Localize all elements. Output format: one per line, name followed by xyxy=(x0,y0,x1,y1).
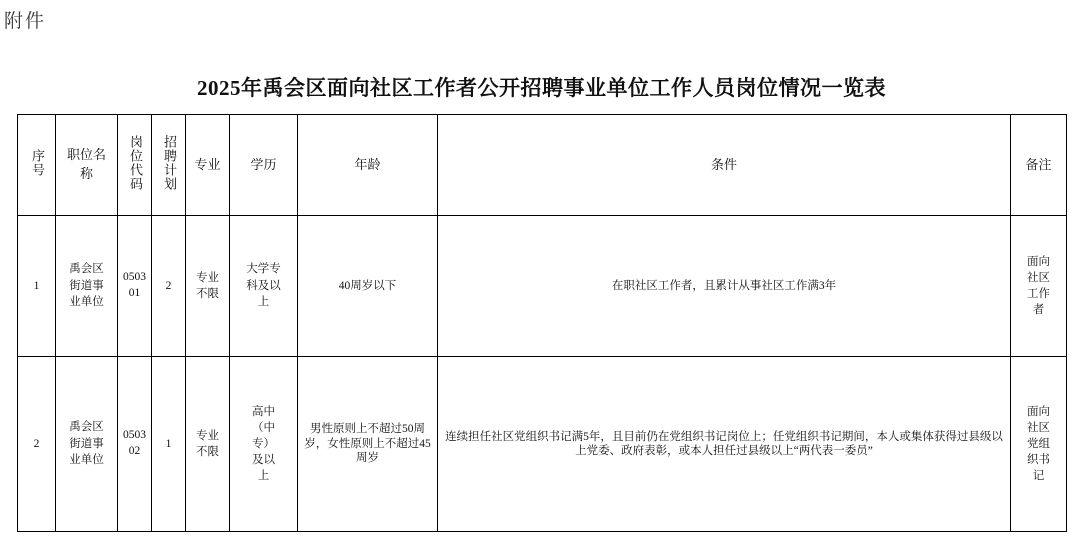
cell-post-code-text: 050301 xyxy=(122,271,146,299)
cell-age: 40周岁以下 xyxy=(298,216,438,357)
cell-seq: 1 xyxy=(18,216,56,357)
column-header-age xyxy=(298,115,438,216)
column-header-post-name-label: 职位名称 xyxy=(66,147,106,181)
column-header-seq-label: 序号 xyxy=(29,148,45,177)
cell-post-name xyxy=(56,357,118,532)
cell-post-code-text: 050302 xyxy=(122,429,146,457)
cell-post-code xyxy=(118,216,152,357)
cell-condition: 在职社区工作者，且累计从事社区工作满3年 xyxy=(438,216,1011,357)
cell-education xyxy=(230,216,298,357)
column-header-plan xyxy=(152,115,186,216)
cell-remark-text: 面向社区工作者 xyxy=(1026,255,1050,317)
column-header-remark-label: 备注 xyxy=(1025,156,1052,172)
job-table-container xyxy=(17,114,1066,532)
job-positions-table xyxy=(17,114,1067,532)
column-header-remark xyxy=(1011,115,1067,216)
page-title: 2025年禹会区面向社区工作者公开招聘事业单位工作人员岗位情况一览表 xyxy=(197,76,886,100)
column-header-major xyxy=(186,115,230,216)
attachment-label: 附件 xyxy=(4,11,47,32)
cell-remark-text: 面向社区党组织书记 xyxy=(1026,405,1050,483)
cell-major xyxy=(186,357,230,532)
cell-remark xyxy=(1011,357,1067,532)
cell-major xyxy=(186,216,230,357)
column-header-post-code-label: 岗位代码 xyxy=(127,134,143,191)
column-header-major-label: 专业 xyxy=(194,156,221,172)
cell-plan: 2 xyxy=(152,216,186,357)
cell-plan: 1 xyxy=(152,357,186,532)
cell-seq: 2 xyxy=(18,357,56,532)
table-row xyxy=(18,216,1067,357)
column-header-plan-label: 招聘计划 xyxy=(161,134,177,191)
table-header-row xyxy=(18,115,1067,216)
cell-remark xyxy=(1011,216,1067,357)
column-header-seq xyxy=(18,115,56,216)
cell-post-name xyxy=(56,216,118,357)
cell-post-name-text: 禹会区街道事业单位 xyxy=(69,262,104,309)
cell-age: 男性原则上不超过50周岁，女性原则上不超过45周岁 xyxy=(298,357,438,532)
cell-condition: 连续担任社区党组织书记满5年，且目前仍在党组织书记岗位上；任党组织书记期间，本人或集体获得过县级以上党委、政府表彰，或本人担任过县级以上“两代表一委员” xyxy=(438,357,1011,532)
cell-education xyxy=(230,357,298,532)
cell-major-text: 专业不限 xyxy=(195,429,219,458)
table-row xyxy=(18,357,1067,532)
cell-major-text: 专业不限 xyxy=(195,271,219,300)
cell-post-name-text: 禹会区街道事业单位 xyxy=(69,420,104,467)
column-header-post-name xyxy=(56,115,118,216)
column-header-age-label: 年龄 xyxy=(354,156,381,172)
column-header-post-code xyxy=(118,115,152,216)
cell-education-text: 高中（中专）及以上 xyxy=(251,405,275,483)
column-header-education xyxy=(230,115,298,216)
cell-post-code xyxy=(118,357,152,532)
cell-education-text: 大学专科及以上 xyxy=(246,262,281,309)
column-header-education-label: 学历 xyxy=(250,156,277,172)
column-header-condition-label: 条件 xyxy=(710,156,737,172)
column-header-condition xyxy=(438,115,1011,216)
